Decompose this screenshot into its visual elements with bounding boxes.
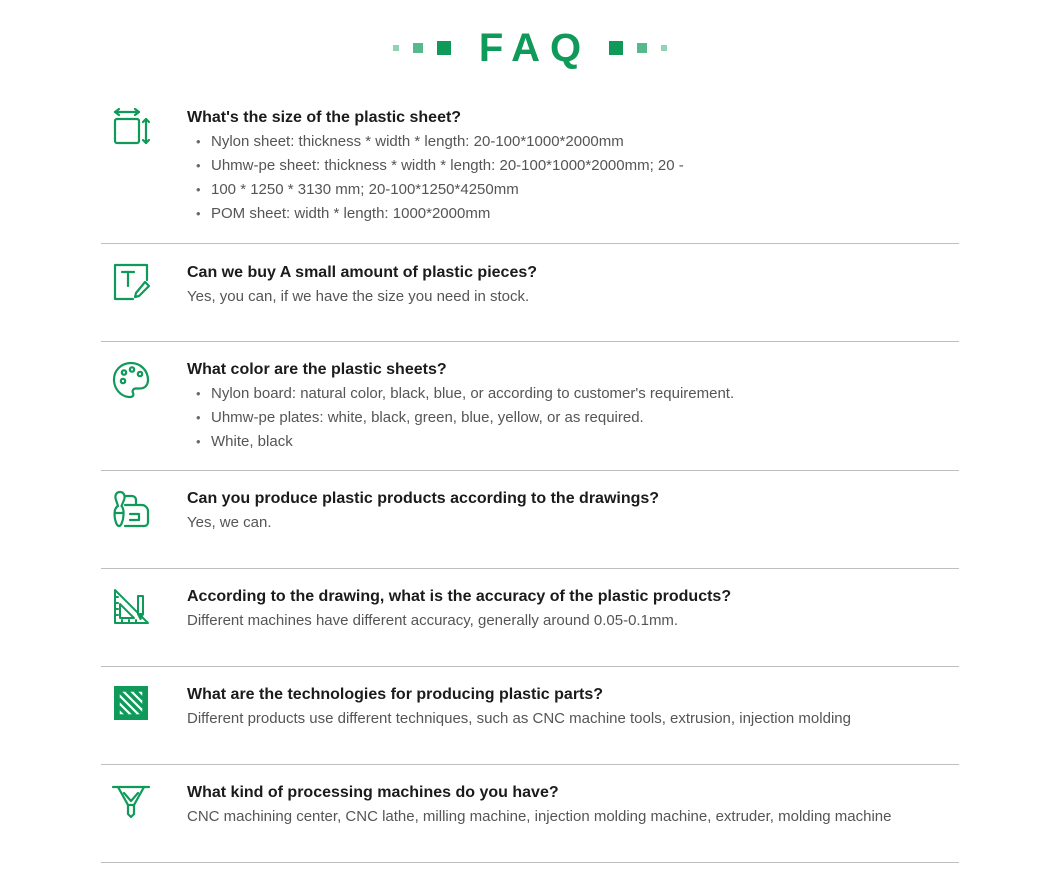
faq-answer: Yes, we can. — [187, 514, 272, 531]
faq-bullet: • Nylon board: natural color, black, blue, or according to customer's requirement. — [187, 382, 959, 406]
faq-answer: Yes, you can, if we have the size you need in stock. — [187, 288, 530, 305]
faq-content — [187, 95, 959, 226]
decor-square-large — [609, 41, 623, 55]
faq-content — [187, 667, 959, 731]
faq-bullet: • Uhmw-pe sheet: thickness * width * length: 20-100*1000*2000mm; 20 - — [187, 154, 959, 178]
decor-square-medium — [413, 43, 423, 53]
faq-bullet-list — [187, 130, 959, 226]
faq-question: Can you produce plastic products according to the drawings? — [187, 490, 660, 507]
faq-question: What's the size of the plastic sheet? — [187, 109, 462, 126]
left-decoration — [393, 41, 451, 55]
palette-icon — [111, 360, 151, 400]
faq-question: According to the drawing, what is the accuracy of the plastic products? — [187, 588, 732, 605]
faq-bullet: • POM sheet: width * length: 1000*2000mm — [187, 202, 959, 226]
faq-bullet: • 100 * 1250 * 3130 mm; 20-100*1250*4250mm — [187, 178, 959, 202]
faq-answer: CNC machining center, CNC lathe, milling machine, injection molding machine, extruder, molding machine — [187, 808, 892, 825]
page-title: FAQ — [478, 26, 592, 70]
faq-item[interactable] — [101, 765, 959, 863]
faq-answer: Different machines have different accuracy, generally around 0.05-0.1mm. — [187, 612, 679, 629]
faq-item[interactable] — [101, 95, 959, 244]
decor-square-small — [393, 45, 399, 51]
faq-question: What kind of processing machines do you have? — [187, 784, 559, 801]
faq-answer: Different products use different techniques, such as CNC machine tools, extrusion, injection molding — [187, 710, 851, 727]
faq-bullet: • Uhmw-pe plates: white, black, green, blue, yellow, or as required. — [187, 406, 959, 430]
faq-bullet: • Nylon sheet: thickness * width * length: 20-100*1000*2000mm — [187, 130, 959, 154]
faq-content — [187, 244, 959, 309]
faq-item[interactable] — [101, 471, 959, 569]
faq-item[interactable] — [101, 667, 959, 765]
faq-content — [187, 765, 959, 829]
faq-bullet-list — [187, 382, 959, 454]
hatch-square-icon — [111, 683, 151, 723]
right-decoration — [609, 41, 667, 55]
decor-square-large — [437, 41, 451, 55]
decor-square-small — [661, 45, 667, 51]
faq-list — [101, 95, 959, 863]
ruler-triangle-icon — [111, 587, 151, 627]
faq-question: What color are the plastic sheets? — [187, 361, 447, 378]
faq-question: Can we buy A small amount of plastic pieces? — [187, 264, 538, 281]
faq-content — [187, 342, 959, 454]
faq-bullet: • White, black — [187, 430, 959, 454]
funnel-nozzle-icon — [111, 781, 151, 821]
faq-item[interactable] — [101, 342, 959, 471]
text-edit-icon — [111, 262, 151, 302]
faq-item[interactable] — [101, 244, 959, 342]
brush-design-icon — [111, 489, 151, 529]
decor-square-medium — [637, 43, 647, 53]
faq-content — [187, 471, 959, 535]
resize-frame-icon — [111, 108, 151, 148]
faq-item[interactable] — [101, 569, 959, 667]
faq-content — [187, 569, 959, 633]
faq-header — [0, 26, 1060, 70]
faq-question: What are the technologies for producing plastic parts? — [187, 686, 604, 703]
